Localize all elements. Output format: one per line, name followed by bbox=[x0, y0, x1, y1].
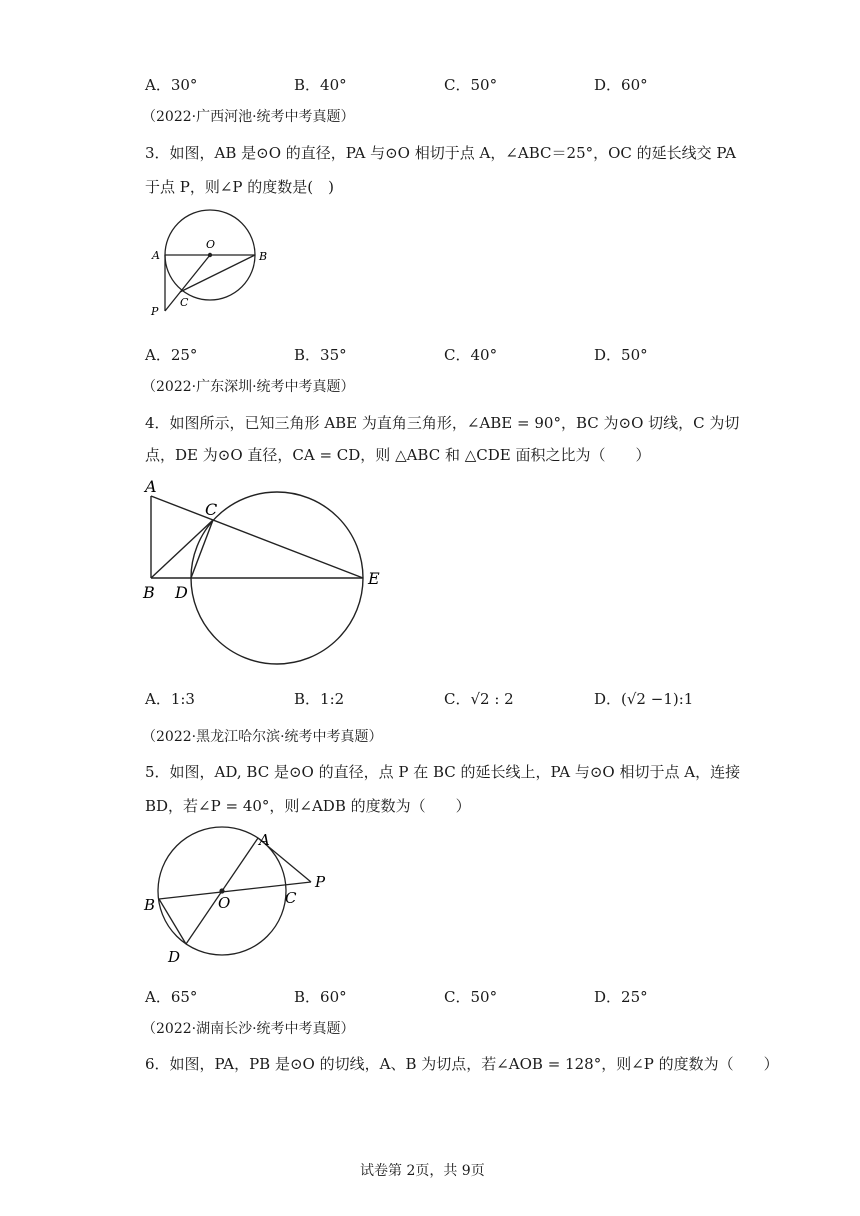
q5-text-line2: BD，若∠P = 40°，则∠ADB 的度数为（ ） bbox=[145, 797, 471, 815]
q2-option-a: A．30° bbox=[145, 76, 198, 94]
q4-label-d: D bbox=[175, 583, 188, 602]
q4-text-line1: 4．如图所示，已知三角形 ABE 为直角三角形，∠ABE = 90°，BC 为⊙O 切线，C 为切 bbox=[145, 414, 740, 432]
q5-center-dot bbox=[219, 888, 224, 893]
q4-option-c: C．√2 : 2 bbox=[444, 690, 514, 708]
q4-chord-cd bbox=[191, 520, 213, 578]
q4-label-b: B bbox=[143, 583, 155, 602]
q3-center-dot bbox=[208, 253, 212, 257]
q3-text-line2: 于点 P，则∠P 的度数是( ) bbox=[145, 178, 334, 196]
q2-option-b: B．40° bbox=[294, 76, 347, 94]
q3-label-a: A bbox=[152, 249, 160, 262]
q5-label-p: P bbox=[315, 873, 326, 891]
q5-text-line1: 5．如图，AD, BC 是⊙O 的直径，点 P 在 BC 的延长线上，PA 与⊙O 相切于点 A，连接 bbox=[145, 763, 741, 781]
q4-label-c: C bbox=[205, 500, 218, 519]
q4-source: （2022·广东深圳·统考中考真题） bbox=[142, 379, 355, 395]
q5-source: （2022·黑龙江哈尔滨·统考中考真题） bbox=[142, 729, 383, 745]
q3-label-p: P bbox=[151, 305, 159, 318]
q4-option-b: B．1:2 bbox=[294, 690, 345, 708]
q3-label-o: O bbox=[206, 238, 216, 251]
q6-source: （2022·湖南长沙·统考中考真题） bbox=[142, 1021, 355, 1037]
page-footer: 试卷第 2页，共 9页 bbox=[360, 1163, 485, 1179]
q3-option-a: A．25° bbox=[145, 346, 198, 364]
q5-label-c: C bbox=[285, 889, 297, 907]
q5-label-a: A bbox=[259, 831, 270, 849]
q4-option-a: A．1:3 bbox=[145, 690, 195, 708]
q4-figure bbox=[140, 472, 390, 672]
q5-option-a: A．65° bbox=[145, 988, 198, 1006]
q2-option-c: C．50° bbox=[444, 76, 498, 94]
q5-option-b: B．60° bbox=[294, 988, 347, 1006]
q5-label-b: B bbox=[144, 896, 156, 914]
q5-figure bbox=[140, 825, 340, 970]
q5-label-o: O bbox=[218, 894, 231, 912]
q5-option-d: D．25° bbox=[594, 988, 648, 1006]
q4-side-ae bbox=[151, 496, 363, 578]
q3-option-d: D．50° bbox=[594, 346, 648, 364]
q5-label-d: D bbox=[168, 948, 181, 966]
q5-chord-bd bbox=[159, 899, 186, 944]
q4-label-e: E bbox=[368, 569, 380, 588]
q3-label-b: B bbox=[259, 250, 268, 263]
q5-option-c: C．50° bbox=[444, 988, 498, 1006]
q3-option-b: B．35° bbox=[294, 346, 347, 364]
q4-label-a: A bbox=[145, 477, 157, 496]
q2-option-d: D．60° bbox=[594, 76, 648, 94]
q6-text-line1: 6．如图，PA，PB 是⊙O 的切线，A、B 为切点，若∠AOB = 128°，则∠P 的度数为（ ） bbox=[145, 1055, 779, 1073]
q4-option-d: D．(√2 −1):1 bbox=[594, 690, 694, 708]
q4-text-line2: 点，DE 为⊙O 直径，CA = CD，则 △ABC 和 △CDE 面积之比为（ ） bbox=[145, 446, 651, 464]
q3-text-line1: 3．如图，AB 是⊙O 的直径，PA 与⊙O 相切于点 A，∠ABC＝25°，OC 的延长线交 PA bbox=[145, 144, 736, 162]
q3-option-c: C．40° bbox=[444, 346, 498, 364]
q4-tangent-bc bbox=[151, 520, 213, 578]
q3-source: （2022·广西河池·统考中考真题） bbox=[142, 109, 355, 125]
q3-figure bbox=[140, 200, 280, 325]
q3-chord-bc bbox=[180, 255, 255, 292]
q3-label-c: C bbox=[180, 296, 189, 309]
